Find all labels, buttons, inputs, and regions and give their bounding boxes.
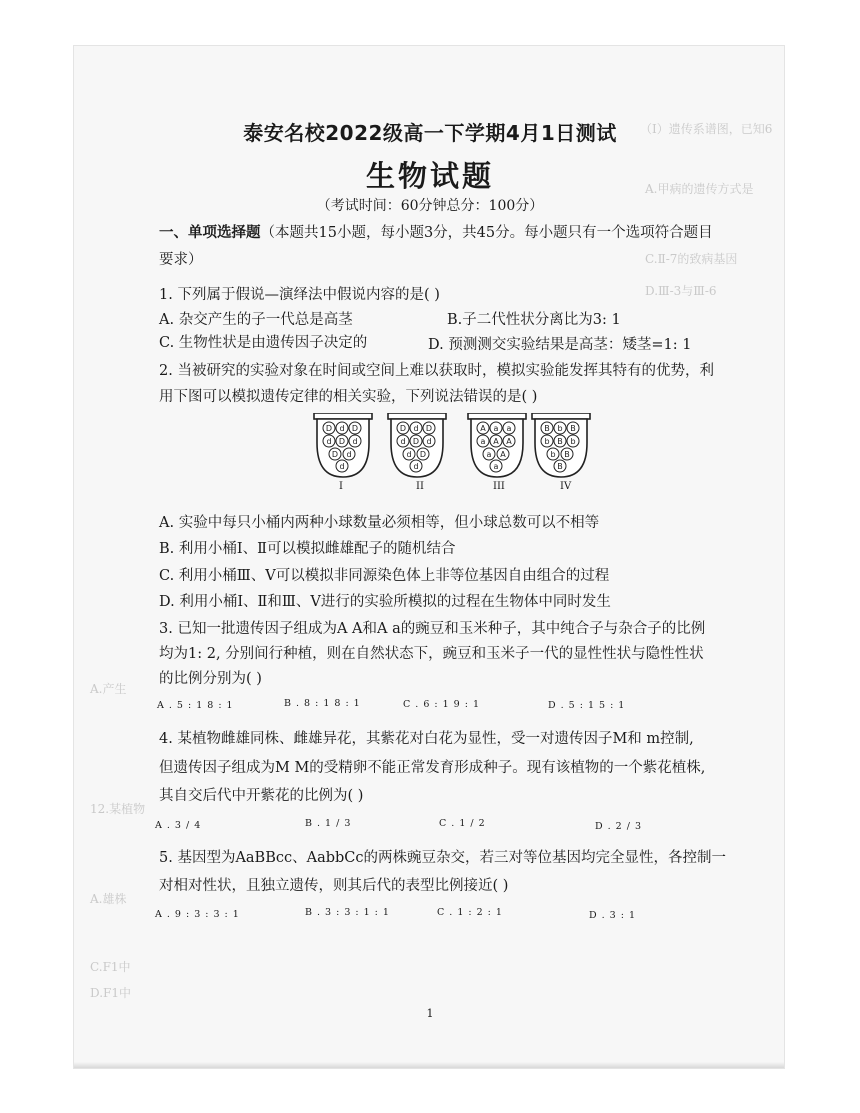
- buckets-figure: [300, 413, 600, 495]
- page-number: 1: [426, 1007, 434, 1020]
- section-desc: （本题共15小题，每小题3分，共45分。每小题只有一个选项符合题目: [260, 225, 713, 241]
- q1-option-c: C. 生物性状是由遗传因子决定的: [159, 335, 368, 351]
- bleed-through-text: A.产生: [90, 682, 127, 696]
- bleed-through-text: 12.某植物: [90, 802, 146, 816]
- q3-stem-1: 3. 已知一批遗传因子组成为A A和A a的豌豆和玉米种子，其中纯合子与杂合子的比例: [159, 621, 706, 637]
- section-desc-2: 要求）: [159, 252, 203, 268]
- q1-option-b: B.子二代性状分离比为3: 1: [447, 312, 621, 328]
- svg-text:D: D: [351, 424, 359, 433]
- svg-text:d: d: [346, 450, 352, 459]
- svg-text:D: D: [331, 450, 339, 459]
- q5-option-b: B . 3 : 3 : 1 : 1: [305, 907, 390, 918]
- svg-text:d: d: [426, 437, 432, 446]
- svg-text:B: B: [557, 462, 563, 471]
- q3-option-a: A . 5 : 1 8 : 1: [157, 700, 234, 711]
- q3-option-d: D . 5 : 1 5 : 1: [548, 700, 626, 711]
- bucket-iv: [532, 413, 590, 477]
- q5-stem-2: 对相对性状，且独立遗传，则其后代的表型比例接近( ): [159, 878, 509, 894]
- svg-text:a: a: [486, 450, 492, 459]
- svg-text:A: A: [506, 437, 512, 446]
- bleed-through-text: C.F1中: [90, 960, 131, 974]
- svg-text:b: b: [570, 437, 576, 446]
- svg-text:b: b: [544, 437, 550, 446]
- bucket-label-ii: II: [416, 481, 424, 492]
- section-title: 一、单项选择题: [159, 225, 261, 241]
- svg-text:D: D: [399, 424, 407, 433]
- q4-option-c: C . 1 / 2: [439, 818, 486, 829]
- q4-stem-1: 4. 某植物雌雄同株、雌雄异花，其紫花对白花为显性，受一对遗传因子M和 m控制,: [159, 731, 694, 747]
- bucket-ii: [388, 413, 446, 477]
- svg-text:B: B: [557, 437, 563, 446]
- svg-text:d: d: [413, 424, 419, 433]
- svg-text:a: a: [506, 424, 512, 433]
- q2-option-b: B. 利用小桶Ⅰ、Ⅱ可以模拟雌雄配子的随机结合: [159, 541, 456, 557]
- q3-stem-3: 的比例分别为( ): [159, 671, 262, 687]
- svg-text:a: a: [480, 437, 486, 446]
- bleed-through-text: （Ⅰ）遗传系谱图，已知6: [640, 122, 773, 136]
- svg-text:D: D: [419, 450, 427, 459]
- svg-text:b: b: [557, 424, 563, 433]
- bucket-label-iv: IV: [560, 481, 572, 492]
- svg-text:D: D: [325, 424, 333, 433]
- svg-text:d: d: [406, 450, 412, 459]
- exam-info: （考试时间：60分钟总分：100分）: [316, 198, 544, 214]
- svg-text:d: d: [339, 424, 345, 433]
- q3-option-b: B . 8 : 1 8 : 1: [284, 698, 361, 709]
- bucket-label-iii: III: [493, 481, 505, 492]
- q5-option-d: D . 3 : 1: [589, 910, 637, 921]
- q3-option-c: C . 6 : 1 9 : 1: [403, 699, 481, 710]
- svg-text:D: D: [338, 437, 346, 446]
- svg-text:A: A: [500, 450, 506, 459]
- q4-stem-2: 但遗传因子组成为M M的受精卵不能正常发育形成种子。现有该植物的一个紫花植株,: [159, 760, 706, 776]
- svg-text:d: d: [400, 437, 406, 446]
- q1-option-d: D. 预测测交实验结果是高茎：矮茎=1: 1: [428, 337, 692, 353]
- q5-stem-1: 5. 基因型为AaBBcc、AabbCc的两株豌豆杂交，若三对等位基因均完全显性，各控制一: [159, 850, 727, 866]
- bleed-through-text: C.Ⅱ-7的致病基因: [645, 252, 738, 266]
- svg-text:A: A: [480, 424, 486, 433]
- q4-option-a: A . 3 / 4: [155, 820, 202, 831]
- exam-title: 泰安名校2022级高一下学期4月1日测试: [243, 121, 617, 145]
- q2-option-c: C. 利用小桶Ⅲ、Ⅴ可以模拟非同源染色体上非等位基因自由组合的过程: [159, 568, 610, 584]
- svg-text:D: D: [425, 424, 433, 433]
- svg-text:D: D: [412, 437, 420, 446]
- q4-option-b: B . 1 / 3: [305, 818, 352, 829]
- svg-text:d: d: [413, 462, 419, 471]
- q4-option-d: D . 2 / 3: [595, 821, 643, 832]
- bleed-through-text: A.甲病的遗传方式是: [645, 182, 754, 196]
- svg-text:d: d: [352, 437, 358, 446]
- svg-text:d: d: [339, 462, 345, 471]
- q4-stem-3: 其自交后代中开紫花的比例为( ): [159, 788, 364, 804]
- svg-text:a: a: [493, 462, 499, 471]
- svg-text:B: B: [564, 450, 570, 459]
- section-heading: [159, 221, 713, 242]
- svg-text:a: a: [493, 424, 499, 433]
- q5-option-a: A . 9 : 3 : 3 : 1: [155, 909, 240, 920]
- bucket-iii: [468, 413, 526, 477]
- svg-text:b: b: [550, 450, 556, 459]
- subject-title: 生物试题: [365, 159, 494, 193]
- q2-option-a: A. 实验中每只小桶内两种小球数量必须相等，但小球总数可以不相等: [159, 515, 600, 531]
- q2-option-d: D. 利用小桶Ⅰ、Ⅱ和Ⅲ、Ⅴ进行的实验所模拟的过程在生物体中同时发生: [159, 594, 611, 610]
- svg-text:d: d: [326, 437, 332, 446]
- svg-text:B: B: [544, 424, 550, 433]
- svg-text:A: A: [493, 437, 499, 446]
- bleed-through-text: D.Ⅲ-3与Ⅲ-6: [645, 284, 717, 298]
- q1-stem: 1. 下列属于假说—演绎法中假说内容的是( ): [159, 287, 440, 303]
- q2-stem-2: 用下图可以模拟遗传定律的相关实验，下列说法错误的是( ): [159, 389, 538, 405]
- q3-stem-2: 均为1: 2, 分别间行种植，则在自然状态下，豌豆和玉米子一代的显性性状与隐性性状: [159, 646, 704, 662]
- bleed-through-text: A.雄株: [90, 892, 127, 906]
- svg-text:B: B: [570, 424, 576, 433]
- q1-option-a: A. 杂交产生的子一代总是高茎: [159, 312, 353, 328]
- bleed-through-text: D.F1中: [90, 986, 131, 1000]
- q2-stem-1: 2. 当被研究的实验对象在时间或空间上难以获取时，模拟实验能发挥其特有的优势，利: [159, 363, 714, 379]
- q5-option-c: C . 1 : 2 : 1: [437, 907, 503, 918]
- bucket-label-i: I: [339, 481, 343, 492]
- bucket-i: [314, 413, 372, 477]
